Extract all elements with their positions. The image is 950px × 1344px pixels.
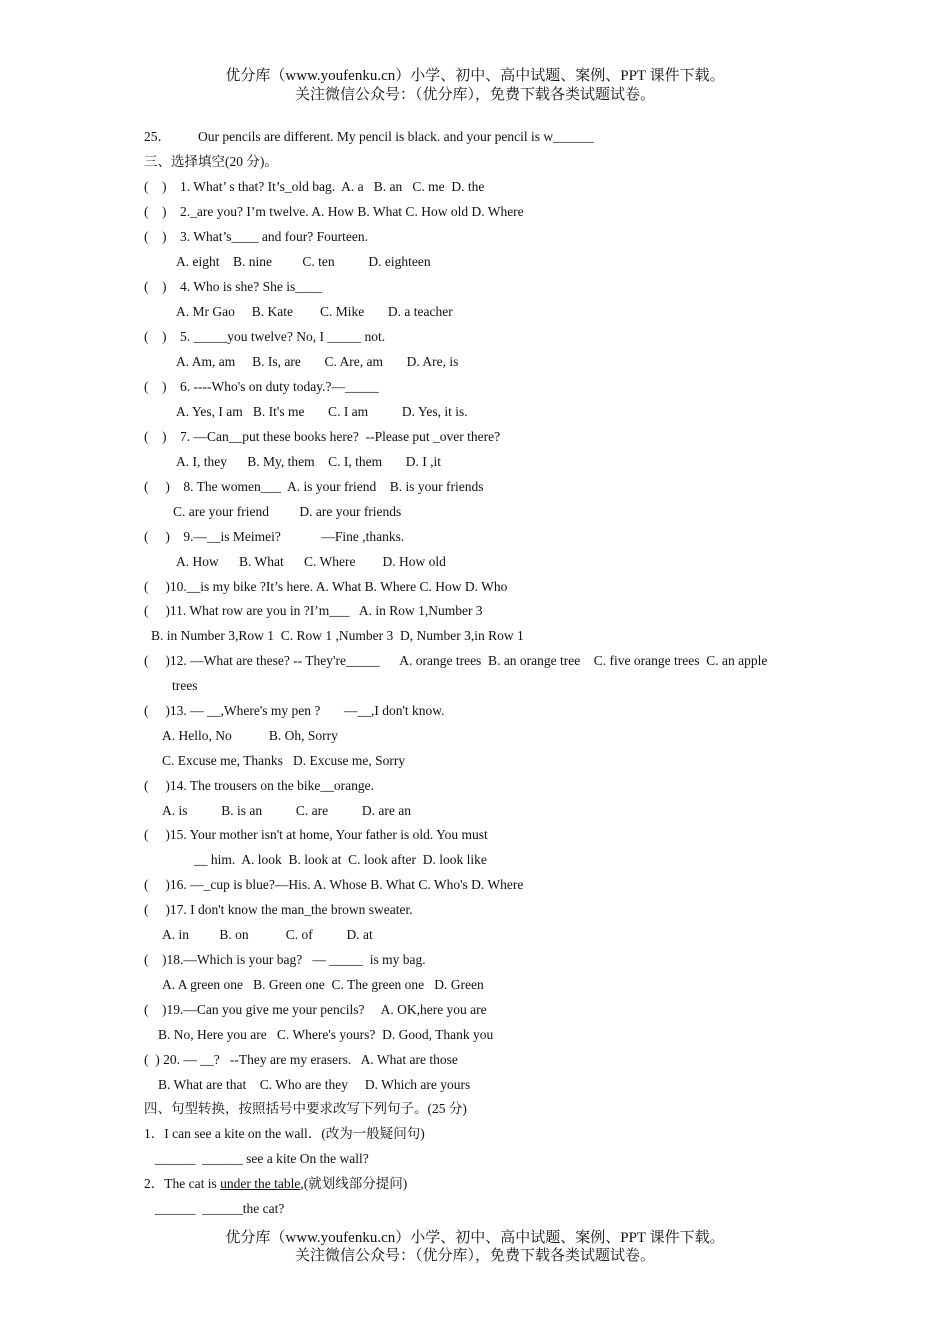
mc-question-4: ( ) 4. Who is she? She is____ bbox=[144, 279, 323, 294]
mc-question-11: ( )11. What row are you in ?I’m___ A. in Row 1,Number 3 bbox=[144, 603, 483, 618]
mc-options-12-cont: trees bbox=[172, 678, 198, 693]
mc-options-11: B. in Number 3,Row 1 C. Row 1 ,Number 3 D, Number 3,in Row 1 bbox=[151, 628, 524, 643]
transform-answer-2: ______ ______the cat? bbox=[155, 1201, 285, 1216]
mc-question-2: ( ) 2._are you? I’m twelve. A. How B. What C. How old D. Where bbox=[144, 204, 524, 219]
mc-options-8: C. are your friend D. are your friends bbox=[173, 504, 402, 519]
mc-question-3: ( ) 3. What’s____ and four? Fourteen. bbox=[144, 229, 368, 244]
mc-options-7: A. I, they B. My, them C. I, them D. I ,it bbox=[176, 454, 441, 469]
mc-question-10: ( )10.__is my bike ?It’s here. A. What B. Where C. How D. Who bbox=[144, 579, 508, 594]
transform-question-1: 1．I can see a kite on the wall．(改为一般疑问句) bbox=[144, 1126, 425, 1141]
mc-options-17: A. in B. on C. of D. at bbox=[162, 927, 373, 942]
mc-question-14: ( )14. The trousers on the bike__orange. bbox=[144, 778, 374, 793]
mc-question-8: ( ) 8. The women___ A. is your friend B. is your friends bbox=[144, 479, 484, 494]
mc-options-20: B. What are that C. Who are they D. Which are yours bbox=[158, 1077, 471, 1092]
mc-options-9: A. How B. What C. Where D. How old bbox=[176, 554, 446, 569]
question-25: 25． Our pencils are different. My pencil is black. and your pencil is w______ bbox=[144, 129, 594, 144]
mc-question-12: ( )12. —What are these? -- They're_____ A. orange trees B. an orange tree C. five orange trees C. an apple bbox=[144, 653, 768, 668]
transform-question-2 bbox=[144, 1175, 407, 1193]
mc-options-3: A. eight B. nine C. ten D. eighteen bbox=[176, 254, 431, 269]
transform-question-2-start: 2．The cat is bbox=[144, 1176, 221, 1191]
mc-question-9: ( ) 9.—__is Meimei? —Fine ,thanks. bbox=[144, 529, 405, 544]
page-header-line-1: 优分库（www.youfenku.cn）小学、初中、高中试题、案例、PPT 课件下载。 bbox=[225, 68, 725, 84]
page-header-line-2: 关注微信公众号：（优分库），免费下载各类试题试卷。 bbox=[294, 87, 655, 103]
mc-options-14: A. is B. is an C. are D. are an bbox=[162, 803, 411, 818]
mc-options-15: __ him. A. look B. look at C. look after D. look like bbox=[194, 852, 487, 867]
mc-question-5: ( ) 5. _____you twelve? No, I _____ not. bbox=[144, 329, 386, 344]
mc-options-19: B. No, Here you are C. Where's yours? D. Good, Thank you bbox=[158, 1027, 494, 1042]
mc-question-13: ( )13. — __,Where's my pen ? —__,I don't know. bbox=[144, 703, 445, 718]
mc-question-1: ( ) 1. What’ s that? It’s_old bag. A. a B. an C. me D. the bbox=[144, 179, 485, 194]
page-footer-line-1: 优分库（www.youfenku.cn）小学、初中、高中试题、案例、PPT 课件下载。 bbox=[225, 1230, 725, 1246]
mc-options-18: A. A green one B. Green one C. The green one D. Green bbox=[162, 977, 484, 992]
mc-options-13a: A. Hello, No B. Oh, Sorry bbox=[162, 728, 338, 743]
mc-question-7: ( ) 7. —Can__put these books here? --Please put _over there? bbox=[144, 429, 501, 444]
mc-options-6: A. Yes, I am B. It's me C. I am D. Yes, it is. bbox=[176, 404, 468, 419]
transform-answer-1: ______ ______ see a kite On the wall? bbox=[155, 1151, 369, 1166]
page-footer-line-2: 关注微信公众号：（优分库），免费下载各类试题试卷。 bbox=[294, 1248, 655, 1264]
mc-options-5: A. Am, am B. Is, are C. Are, am D. Are, is bbox=[176, 354, 459, 369]
mc-question-15: ( )15. Your mother isn't at home, Your father is old. You must bbox=[144, 827, 488, 842]
mc-question-19: ( )19.—Can you give me your pencils? A. OK,here you are bbox=[144, 1002, 487, 1017]
mc-question-17: ( )17. I don't know the man_the brown sweater. bbox=[144, 902, 413, 917]
mc-options-4: A. Mr Gao B. Kate C. Mike D. a teacher bbox=[176, 304, 453, 319]
mc-question-16: ( )16. —_cup is blue?—His. A. Whose B. What C. Who's D. Where bbox=[144, 877, 524, 892]
section-3-title: 三、选择填空(20 分)。 bbox=[144, 154, 278, 169]
mc-question-6: ( ) 6. ----Who's on duty today.?—_____ bbox=[144, 379, 379, 394]
transform-question-2-end: ,(就划线部分提问) bbox=[300, 1176, 408, 1191]
mc-question-20: ( ) 20. — __? --They are my erasers. A. What are those bbox=[144, 1052, 458, 1067]
section-4-title: 四、句型转换，按照括号中要求改写下列句子。(25 分) bbox=[144, 1101, 467, 1116]
mc-question-18: ( )18.—Which is your bag? — _____ is my bag. bbox=[144, 952, 426, 967]
mc-options-13b: C. Excuse me, Thanks D. Excuse me, Sorry bbox=[162, 753, 406, 768]
underlined-phrase: under the table bbox=[220, 1176, 301, 1191]
